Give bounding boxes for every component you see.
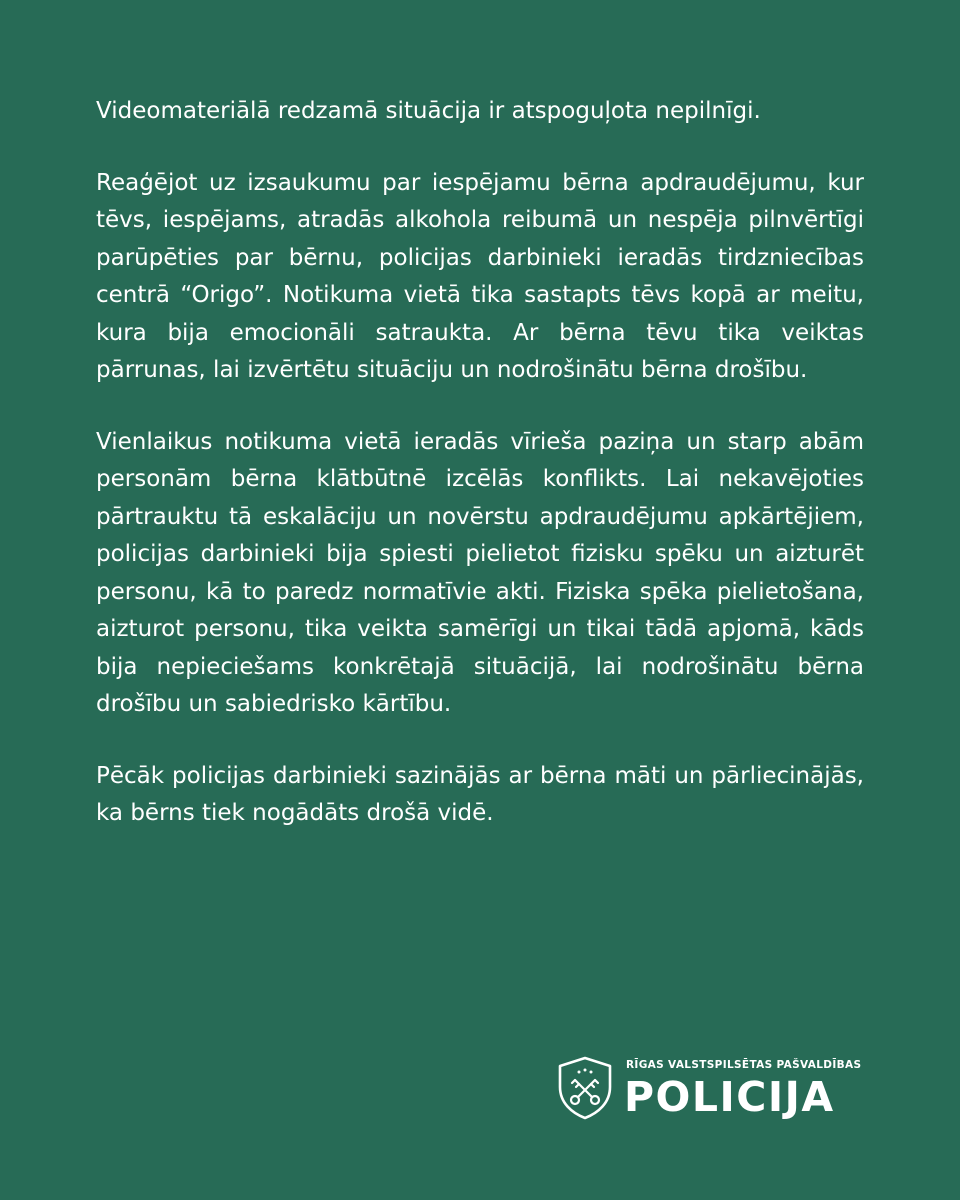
logo-subtitle: RĪGAS VALSTSPILSĒTAS PAŠVALDĪBAS bbox=[626, 1059, 862, 1071]
statement-paragraph-1: Videomateriālā redzamā situācija ir atspoguļota nepilnīgi. bbox=[96, 98, 761, 124]
logo-name: POLICIJA bbox=[624, 1073, 835, 1121]
statement-paragraph-3: Vienlaikus notikuma vietā ieradās vīrieša paziņa un starp abām personām bērna klātbūtnē izcēlās konflikts. Lai nekavējoties pārtrauktu tā eskalāciju un novērstu apdraudējumu apkārtējiem, policijas darbinieki bija spiesti pielietot fizisku spēku un aizturēt personu, kā to paredz normatīvie akti. Fiziska spēka pielietošana, aizturot personu, tika veikta samērīgi un tikai tādā apjomā, kāds bija nepieciešams konkrētajā situācijā, lai nodrošinātu bērna drošību un sabiedrisko kārtību. bbox=[96, 428, 864, 717]
statement-paragraph-2: Reaģējot uz izsaukumu par iespējamu bērna apdraudējumu, kur tēvs, iespējams, atradās alkohola reibumā un nespēja pilnvērtīgi parūpēties par bērnu, policijas darbinieki ieradās tirdzniecības centrā “Origo”. Notikuma vietā tika sastapts tēvs kopā ar meitu, kura bija emocionāli satraukta. Ar bērna tēvu tika veiktas pārrunas, lai izvērtētu situāciju un nodrošinātu bērna drošību. bbox=[96, 169, 864, 383]
police-logo bbox=[556, 1053, 866, 1123]
statement-paragraph-4: Pēcāk policijas darbinieki sazinājās ar bērna māti un pārliecinājās, ka bērns tiek nogādāts drošā vidē. bbox=[96, 762, 864, 826]
statement-text bbox=[96, 93, 864, 833]
shield-crossed-keys-icon bbox=[556, 1055, 614, 1121]
